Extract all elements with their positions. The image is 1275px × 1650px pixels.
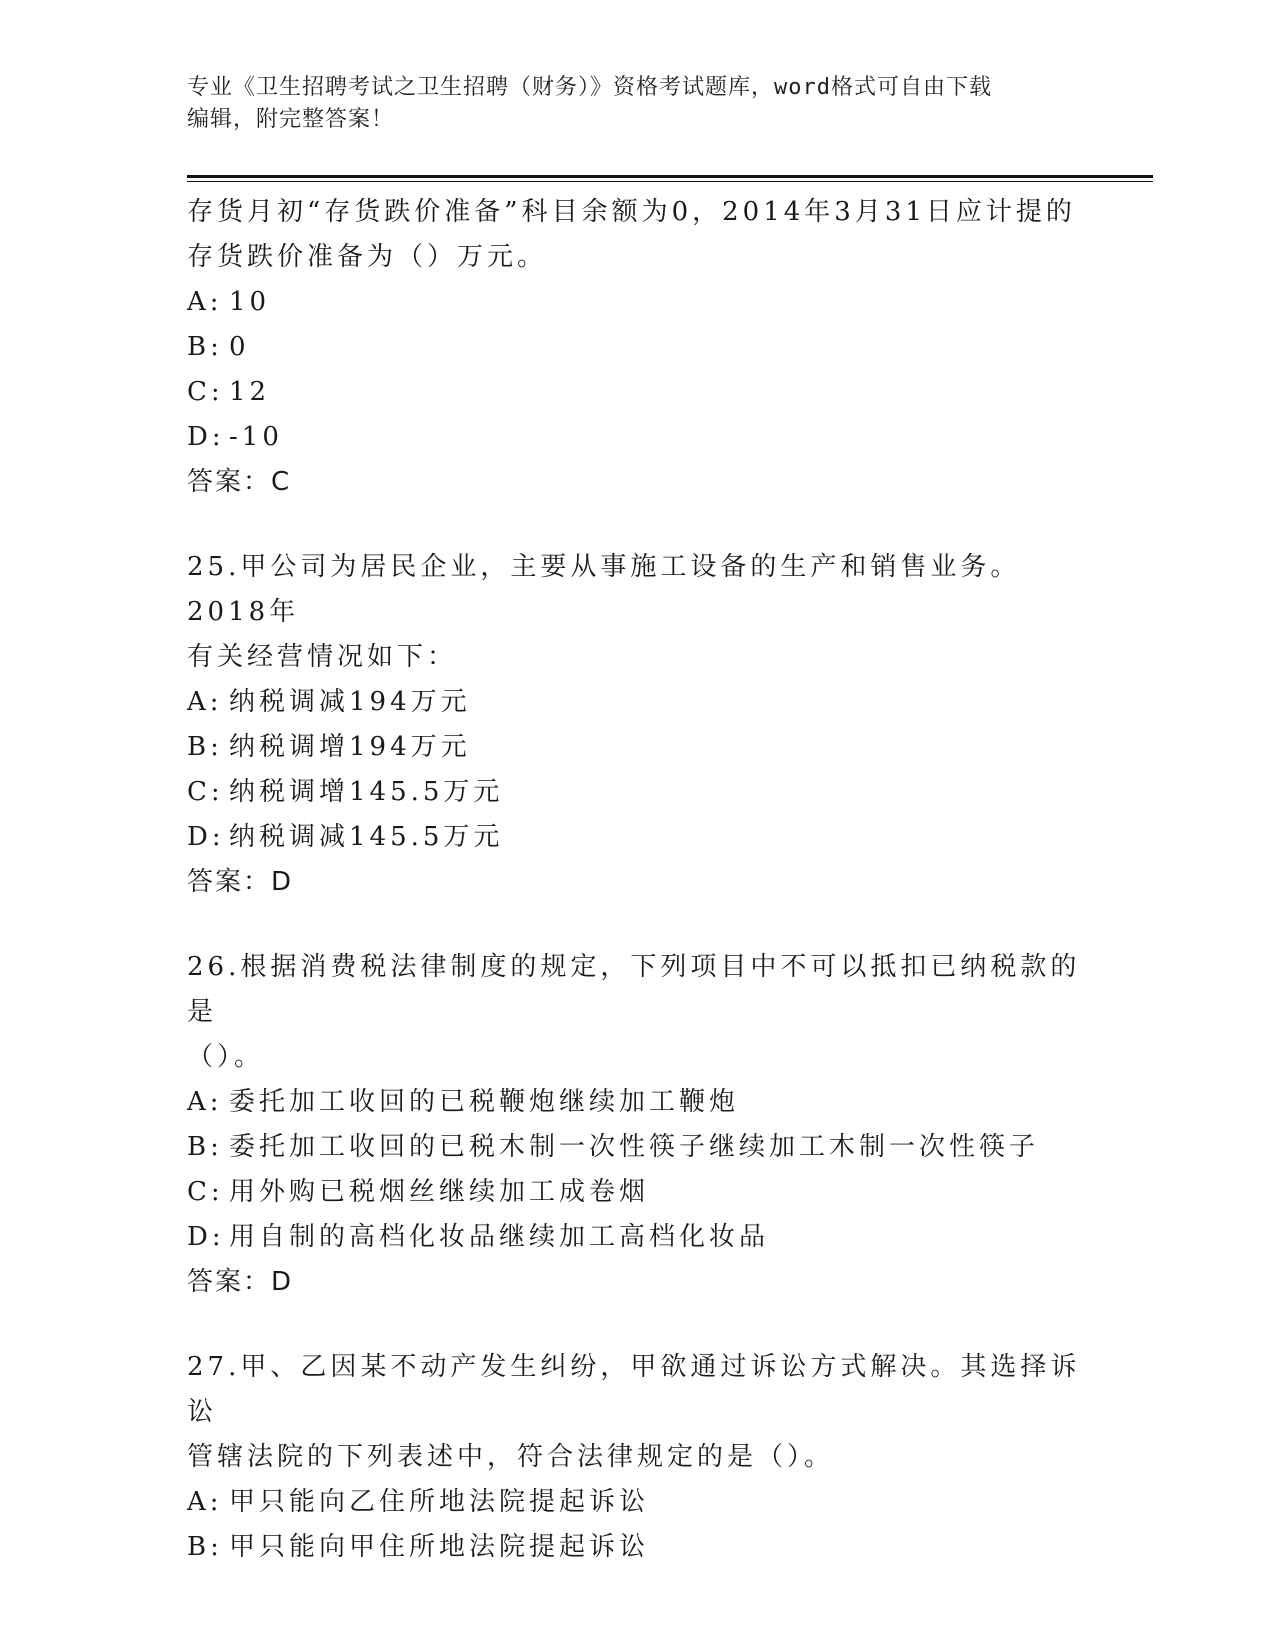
question-stem-line: 存货跌价准备为（）万元。 <box>187 242 548 272</box>
option-c: C: 用外购已税烟丝继续加工成卷烟 <box>187 1177 650 1207</box>
header-divider-thin <box>187 181 1153 182</box>
header-divider-thick <box>187 175 1153 178</box>
option-c: C: 纳税调增145.5万元 <box>187 777 504 807</box>
question-stem-line: 管辖法院的下列表述中，符合法律规定的是（）。 <box>187 1442 835 1472</box>
question-list <box>187 190 1087 1570</box>
option-a: A: 10 <box>187 287 271 317</box>
option-c: C: 12 <box>187 377 271 407</box>
option-b: B: 甲只能向甲住所地法院提起诉讼 <box>187 1532 650 1562</box>
question-stem-line: 有关经营情况如下： <box>187 642 458 672</box>
option-b: B: 0 <box>187 332 250 362</box>
question-stem-line: 25.甲公司为居民企业，主要从事施工设备的生产和销售业务。2018年 <box>187 552 1021 627</box>
option-d: D: 纳税调减145.5万元 <box>187 822 504 852</box>
question-stem-line: 存货月初“存货跌价准备”科目余额为0，2014年3月31日应计提的 <box>187 197 1076 227</box>
question-stem-line: 27.甲、乙因某不动产发生纠纷，甲欲通过诉讼方式解决。其选择诉讼 <box>187 1352 1081 1427</box>
option-b: B: 委托加工收回的已税木制一次性筷子继续加工木制一次性筷子 <box>187 1132 1040 1162</box>
question-block <box>187 545 1087 905</box>
option-a: A: 委托加工收回的已税鞭炮继续加工鞭炮 <box>187 1087 740 1117</box>
answer-line: 答案：C <box>187 467 292 497</box>
option-a: A: 甲只能向乙住所地法院提起诉讼 <box>187 1487 650 1517</box>
question-block <box>187 1345 1087 1570</box>
header-line-2: 编辑，附完整答案！ <box>187 107 395 132</box>
header-line-1: 专业《卫生招聘考试之卫生招聘（财务）》资格考试题库，word格式可自由下载 <box>187 75 992 100</box>
option-d: D: 用自制的高档化妆品继续加工高档化妆品 <box>187 1222 770 1252</box>
option-d: D: -10 <box>187 422 283 452</box>
option-a: A: 纳税调减194万元 <box>187 687 471 717</box>
answer-line: 答案：D <box>187 867 294 897</box>
question-stem-line: （）。 <box>187 1042 265 1072</box>
question-block <box>187 190 1087 505</box>
question-block <box>187 945 1087 1305</box>
document-header <box>187 72 1087 136</box>
question-stem-line: 26.根据消费税法律制度的规定，下列项目中不可以抵扣已纳税款的是 <box>187 952 1081 1027</box>
answer-line: 答案：D <box>187 1267 294 1297</box>
option-b: B: 纳税调增194万元 <box>187 732 471 762</box>
